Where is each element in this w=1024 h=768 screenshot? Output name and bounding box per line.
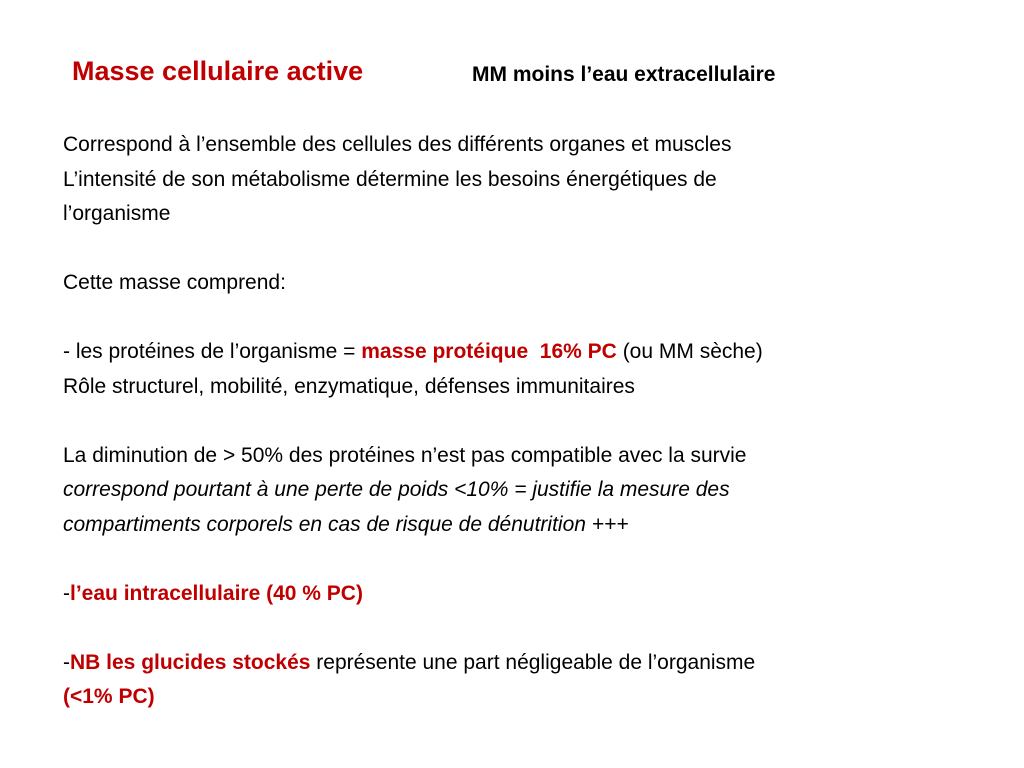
spacer [63, 301, 963, 336]
spacer [63, 404, 963, 439]
slide-title: Masse cellulaire active [72, 56, 364, 86]
glucides-line-2: (<1% PC) [63, 685, 155, 708]
diminution-italic-2: compartiments corporels en cas de risque de dénutrition +++ [63, 512, 629, 536]
spacer [63, 232, 963, 267]
glucides-dash: - [63, 650, 70, 674]
slide-subtitle: MM moins l’eau extracellulaire [472, 63, 776, 86]
glucides-highlight: NB les glucides stockés [70, 650, 311, 674]
water-line [63, 577, 963, 612]
intro-line-2: L’intensité de son métabolisme détermine les besoins énergétiques de [63, 167, 717, 191]
proteins-highlight: masse protéique 16% PC [361, 340, 617, 363]
slide-body [63, 128, 963, 715]
spacer [63, 542, 963, 577]
proteins-line [63, 335, 963, 370]
diminution-line: La diminution de > 50% des protéines n’est pas compatible avec la survie [63, 443, 747, 467]
proteins-roles: Rôle structurel, mobilité, enzymatique, défenses immunitaires [63, 374, 635, 398]
spacer [63, 611, 963, 646]
masse-intro: Cette masse comprend: [63, 271, 286, 294]
water-highlight: l’eau intracellulaire (40 % PC) [70, 581, 363, 605]
proteins-suffix: (ou MM sèche) [616, 340, 763, 363]
intro-line-3: l’organisme [63, 202, 171, 225]
glucides-line [63, 646, 963, 681]
water-dash: - [63, 581, 70, 605]
intro-line-1: Correspond à l’ensemble des cellules des différents organes et muscles [63, 133, 732, 156]
glucides-text: représente une part négligeable de l’organisme [310, 650, 756, 674]
proteins-prefix: - les protéines de l’organisme = [63, 340, 362, 363]
diminution-italic-1: correspond pourtant à une perte de poids <10% = justifie la mesure des [63, 478, 730, 501]
